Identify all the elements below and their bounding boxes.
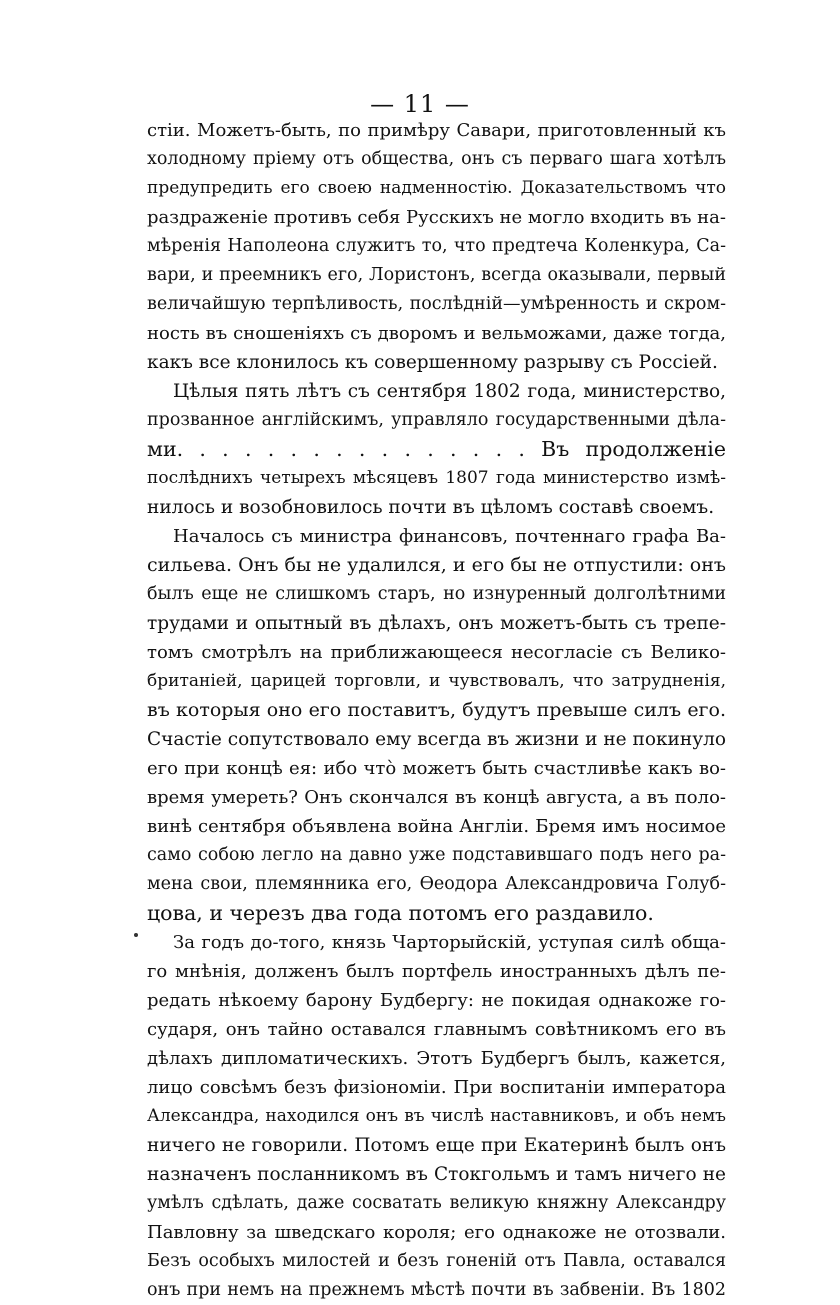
text-line: онъ при немъ на прежнемъ мѣстѣ почти въ забвеніи. Въ 1802: [147, 1280, 726, 1300]
text-line: дѣлахъ дипломатическихъ. Этотъ Будбергъ былъ, кажется,: [147, 1048, 726, 1069]
text-line: ничего не говорили. Потомъ еще при Екатеринѣ былъ онъ: [147, 1135, 726, 1156]
text-line: Безъ особыхъ милостей и безъ гоненій отъ Павла, оставался: [147, 1251, 726, 1271]
text-line: былъ еще не слишкомъ старъ, но изнуренный долголѣтними: [147, 584, 726, 604]
body-text: [147, 116, 726, 1305]
text-line: трудами и опытный въ дѣлахъ, онъ можетъ-быть съ трепе-: [147, 613, 726, 634]
text-line: Цѣлыя пять лѣтъ съ сентября 1802 года, министерство,: [173, 381, 726, 402]
text-line: За годъ до-того, князь Чарторыйскій, уступая силѣ обща-: [173, 932, 726, 953]
text-line: его при концѣ ея: ибо что̀ можетъ быть счастливѣе какъ во-: [147, 758, 726, 779]
paragraph: [147, 928, 726, 1305]
text-line: назначенъ посланникомъ въ Стокгольмъ и тамъ ничего не: [147, 1164, 726, 1185]
page-number: — 11 —: [370, 90, 470, 118]
text-line: раздраженіе противъ себя Русскихъ не могло входить въ на-: [147, 207, 726, 228]
text-line: время умереть? Онъ скончался въ концѣ августа, а въ поло-: [147, 787, 726, 808]
text-line: Александра, находился онъ въ числѣ наставниковъ, и объ немъ: [147, 1106, 726, 1126]
text-line: какъ все клонилось къ совершенному разрыву съ Россіей.: [147, 352, 718, 373]
text-line: мѣренія Наполеона служитъ то, что предтеча Коленкура, Са-: [147, 236, 726, 256]
text-line: го мнѣнія, долженъ былъ портфель иностранныхъ дѣлъ пе-: [147, 961, 726, 982]
text-line: холодному пріему отъ общества, онъ съ перваго шага хотѣлъ: [147, 149, 726, 169]
text-line: винѣ сентября объявлена война Англіи. Бремя имъ носимое: [147, 816, 726, 837]
paragraph: [147, 522, 726, 928]
text-line: стіи. Можетъ-быть, по примѣру Савари, приготовленный къ: [147, 120, 726, 141]
text-line: величайшую терпѣливость, послѣдній—умѣренность и скром-: [147, 294, 726, 314]
text-line: ми. . . . . . . . . . . . . . . . Въ продолженіе: [147, 437, 726, 461]
text-line: мена свои, племянника его, Ѳеодора Александровича Голуб-: [147, 874, 726, 894]
text-line: вари, и преемникъ его, Лористонъ, всегда оказывали, первый: [147, 265, 726, 285]
margin-ink-mark: [134, 933, 138, 937]
text-line: сильева. Онъ бы не удалился, и его бы не отпустили: онъ: [147, 554, 726, 576]
text-line: умѣлъ сдѣлать, даже сосватать великую княжну Александру: [147, 1193, 726, 1213]
text-line: прозванное англійскимъ, управляло государственными дѣла-: [147, 410, 726, 430]
text-line: само собою легло на давно уже подставившаго подъ него ра-: [147, 845, 726, 865]
text-line: послѣднихъ четырехъ мѣсяцевъ 1807 года министерство измѣ-: [147, 468, 726, 488]
text-line: въ которыя оно его поставитъ, будутъ превыше силъ его.: [147, 699, 726, 721]
text-line: нилось и возобновилось почти въ цѣломъ составѣ своемъ.: [147, 497, 715, 518]
text-line: ность въ сношеніяхъ съ дворомъ и вельможами, даже тогда,: [147, 323, 726, 344]
text-line: томъ смотрѣлъ на приближающееся несогласіе съ Велико-: [147, 642, 726, 663]
paragraph: [147, 116, 726, 377]
text-line: цова, и черезъ два года потомъ его раздавило.: [147, 901, 654, 925]
text-line: Павловну за шведскаго короля; его однакоже не отозвали.: [147, 1222, 726, 1243]
text-line: предупредить его своею надменностію. Доказательствомъ что: [147, 178, 726, 198]
text-line: редать нѣкоему барону Будбергу: не покидая однакоже го-: [147, 990, 726, 1011]
text-line: сударя, онъ тайно оставался главнымъ совѣтникомъ его въ: [147, 1019, 726, 1040]
paragraph: [147, 377, 726, 522]
text-line: лицо совсѣмъ безъ физіономіи. При воспитаніи императора: [147, 1077, 726, 1098]
text-line: Счастіе сопутствовало ему всегда въ жизни и не покинуло: [147, 729, 726, 750]
text-line: Началось съ министра финансовъ, почтеннаго графа Ва-: [173, 526, 726, 547]
text-line: британіей, царицей торговли, и чувствовалъ, что затрудненія,: [147, 671, 726, 691]
